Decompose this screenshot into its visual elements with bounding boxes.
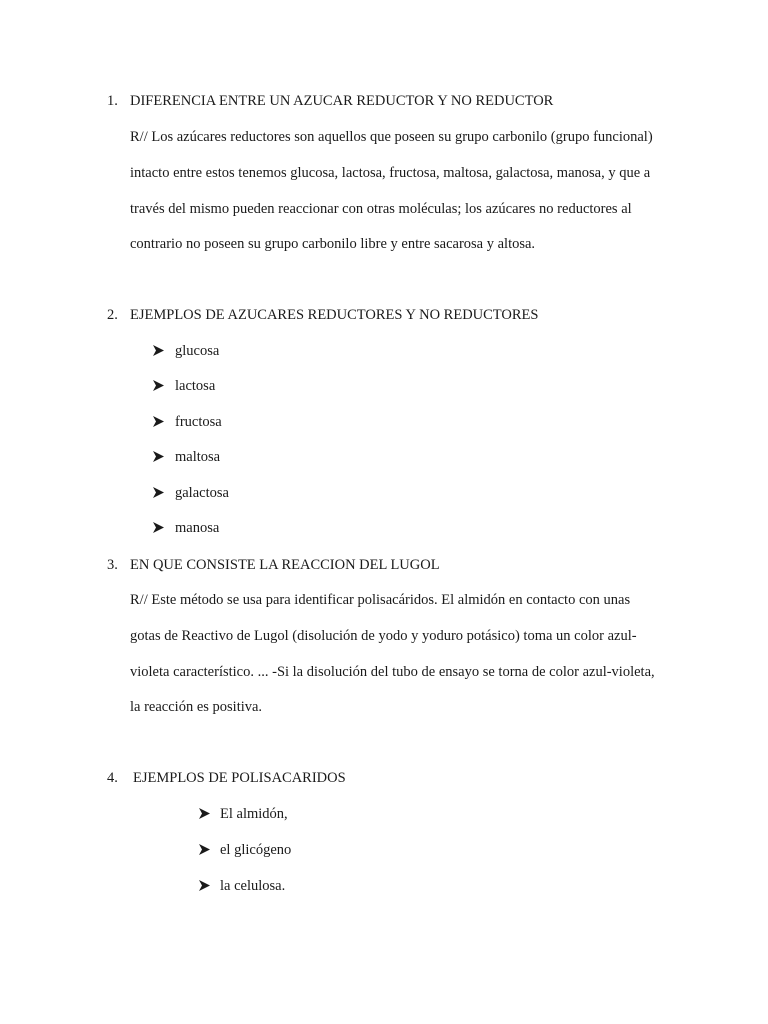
section-1-answer-line: intacto entre estos tenemos glucosa, lactosa, fructosa, maltosa, galactosa, manosa, y que a — [130, 165, 651, 181]
section-3-number: 3. — [107, 557, 118, 573]
list-item: la celulosa. — [220, 878, 286, 894]
section-3-answer-line: violeta característico. ... -Si la disolución del tubo de ensayo se torna de color azul-violeta, — [130, 664, 655, 680]
section-2-heading: EJEMPLOS DE AZUCARES REDUCTORES Y NO REDUCTORES — [130, 307, 539, 323]
section-1-answer-line: través del mismo pueden reaccionar con otras moléculas; los azúcares no reductores al — [130, 201, 632, 217]
section-1-answer-line: contrario no poseen su grupo carbonilo libre y entre sacarosa y altosa. — [130, 236, 536, 252]
arrowhead-bullet-icon — [199, 804, 211, 824]
arrowhead-bullet-icon — [153, 518, 165, 538]
section-2-number: 2. — [107, 307, 118, 323]
arrowhead-bullet-icon — [153, 412, 165, 432]
arrowhead-bullet-icon — [199, 876, 211, 896]
list-item: manosa — [175, 520, 220, 536]
arrowhead-bullet-icon — [153, 483, 165, 503]
section-4-heading: EJEMPLOS DE POLISACARIDOS — [133, 770, 346, 786]
arrowhead-bullet-icon — [153, 376, 165, 396]
section-3-heading: EN QUE CONSISTE LA REACCION DEL LUGOL — [130, 557, 440, 573]
list-item: fructosa — [175, 414, 222, 430]
arrowhead-bullet-icon — [153, 447, 165, 467]
section-1-heading: DIFERENCIA ENTRE UN AZUCAR REDUCTOR Y NO REDUCTOR — [130, 93, 554, 109]
section-3-answer-line: R// Este método se usa para identificar polisacáridos. El almidón en contacto con unas — [130, 592, 631, 608]
section-3-answer-line: la reacción es positiva. — [130, 699, 263, 715]
list-item: El almidón, — [220, 806, 288, 822]
section-1-answer-line: R// Los azúcares reductores son aquellos que poseen su grupo carbonilo (grupo funcional) — [130, 129, 653, 145]
section-4-number: 4. — [107, 770, 118, 786]
section-3-answer-line: gotas de Reactivo de Lugol (disolución de yodo y yoduro potásico) toma un color azul- — [130, 628, 637, 644]
section-1-number: 1. — [107, 93, 118, 109]
arrowhead-bullet-icon — [153, 341, 165, 361]
list-item: glucosa — [175, 343, 220, 359]
arrowhead-bullet-icon — [199, 840, 211, 860]
list-item: el glicógeno — [220, 842, 292, 858]
list-item: lactosa — [175, 378, 216, 394]
list-item: galactosa — [175, 485, 229, 501]
list-item: maltosa — [175, 449, 221, 465]
